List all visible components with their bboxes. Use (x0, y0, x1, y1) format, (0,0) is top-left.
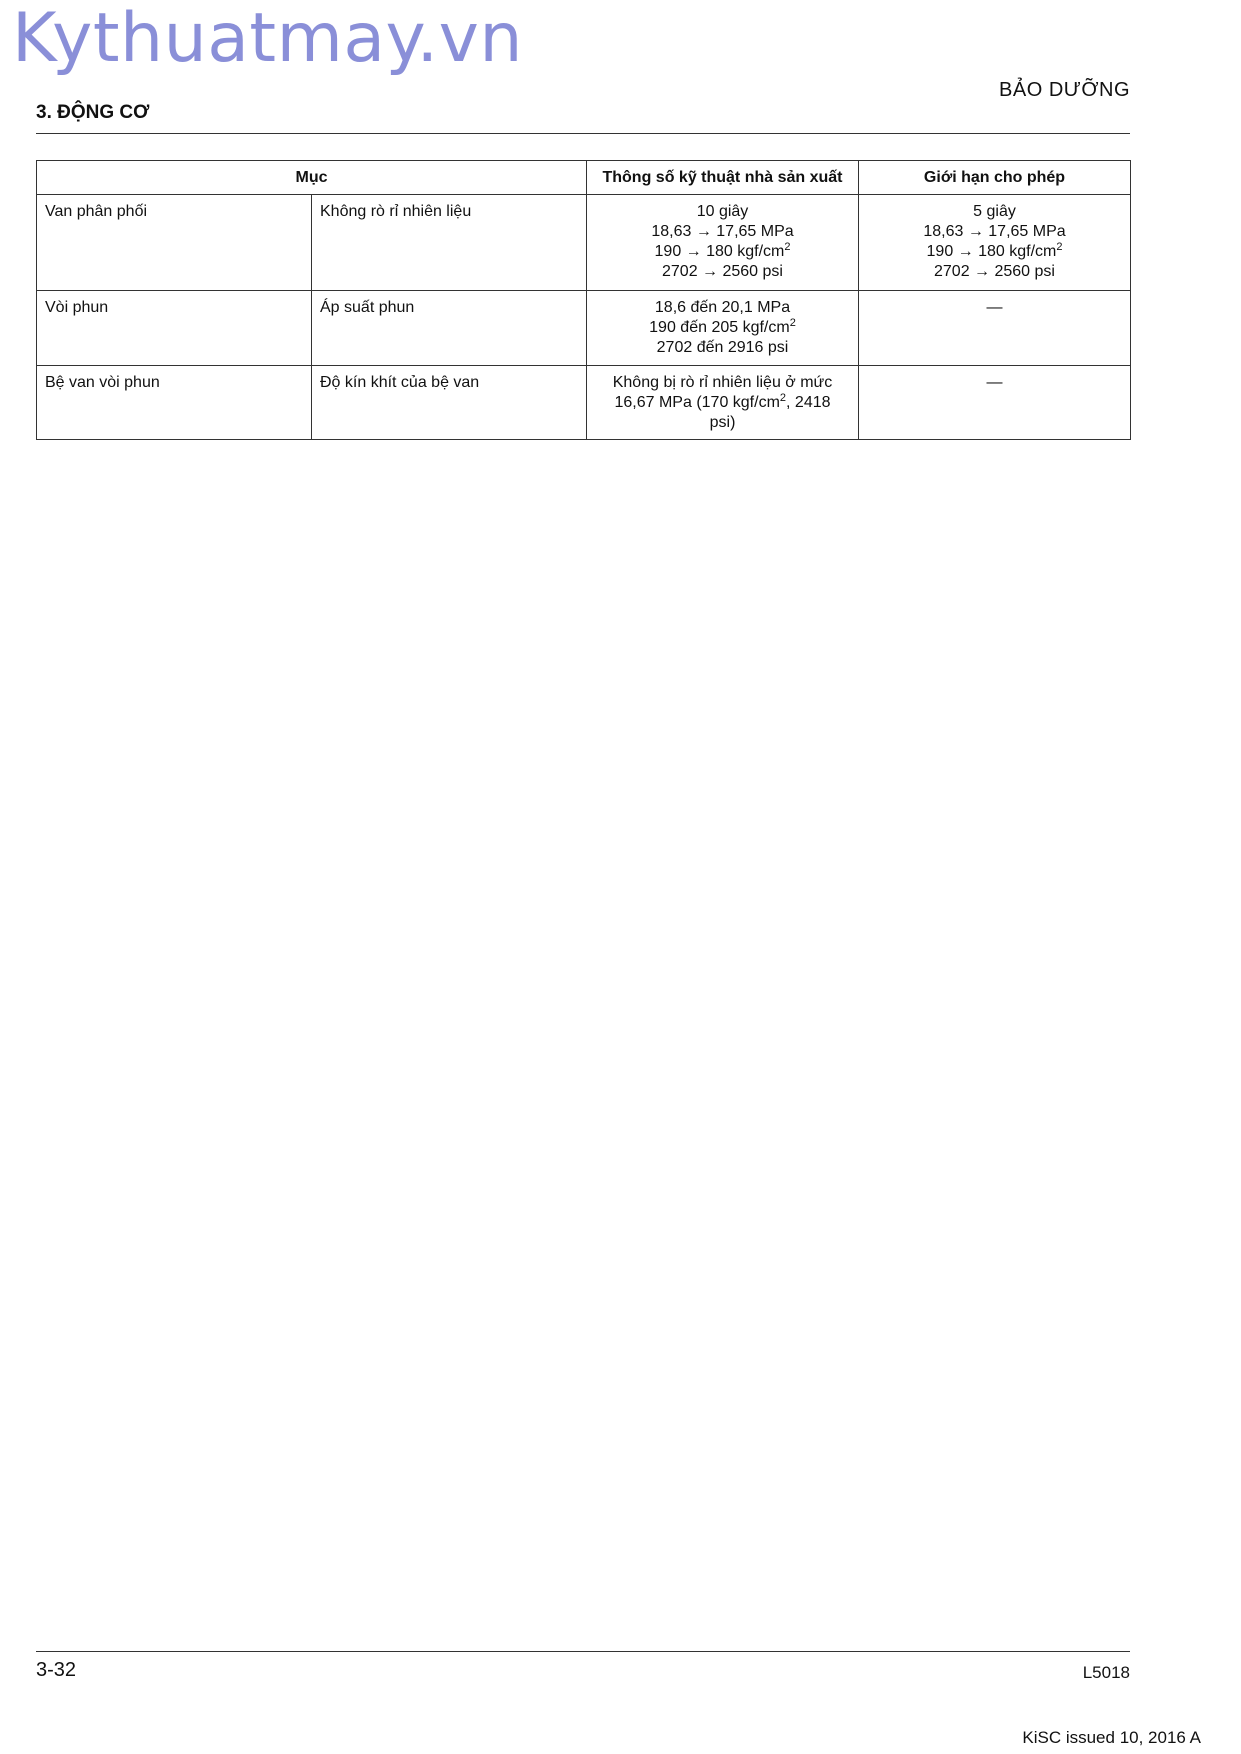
spec-line (595, 242, 850, 262)
superscript: 2 (789, 317, 796, 329)
limit-text: 190 → 180 kgf/cm (926, 243, 1057, 260)
factory-spec-cell (587, 195, 859, 291)
table-header-row (37, 161, 1131, 195)
footer-divider (36, 1651, 1130, 1652)
component-cell: Bệ van vòi phun (37, 366, 312, 440)
spec-table (36, 160, 1131, 440)
table-row (37, 195, 1131, 291)
spec-text: 190 đến 205 kgf/cm (649, 319, 790, 336)
page-number: 3-32 (36, 1659, 77, 1681)
header-factory-spec: Thông số kỹ thuật nhà sản xuất (587, 161, 859, 195)
spec-line: psi) (709, 414, 736, 431)
table-row (37, 291, 1131, 366)
header-item: Mục (37, 161, 587, 195)
spec-line (595, 393, 850, 413)
check-cell: Không rò rỉ nhiên liệu (312, 195, 587, 291)
limit-line: 2702 → 2560 psi (934, 263, 1055, 280)
limit-cell: — (859, 291, 1131, 366)
limit-line: 5 giây (973, 203, 1016, 220)
check-cell: Độ kín khít của bệ van (312, 366, 587, 440)
header-divider (36, 133, 1130, 134)
spec-text: 190 → 180 kgf/cm (654, 243, 785, 260)
spec-line: 2702 đến 2916 psi (656, 339, 789, 356)
header-allowable-limit: Giới hạn cho phép (859, 161, 1131, 195)
check-cell: Áp suất phun (312, 291, 587, 366)
factory-spec-cell (587, 366, 859, 440)
watermark-logo: Kythuatmay.vn (12, 0, 523, 78)
limit-line (867, 242, 1122, 262)
issue-note: KiSC issued 10, 2016 A (1022, 1728, 1201, 1747)
spec-line (595, 318, 850, 338)
section-title: 3. ĐỘNG CƠ (36, 102, 150, 123)
spec-text: , 2418 (786, 394, 831, 411)
chapter-title: BẢO DƯỠNG (999, 79, 1130, 101)
table-row (37, 366, 1131, 440)
superscript: 2 (779, 392, 787, 404)
factory-spec-cell (587, 291, 859, 366)
limit-line: 18,63 → 17,65 MPa (923, 223, 1066, 240)
component-cell: Van phân phối (37, 195, 312, 291)
component-cell: Vòi phun (37, 291, 312, 366)
spec-line: 2702 → 2560 psi (662, 263, 783, 280)
spec-line: 18,6 đến 20,1 MPa (654, 299, 791, 316)
document-code: L5018 (1082, 1663, 1130, 1682)
spec-line: 10 giây (696, 203, 749, 220)
limit-cell: — (859, 366, 1131, 440)
superscript: 2 (1056, 241, 1063, 253)
superscript: 2 (784, 241, 791, 253)
spec-line: Không bị rò rỉ nhiên liệu ở mức (612, 374, 833, 391)
limit-cell (859, 195, 1131, 291)
spec-line: 18,63 → 17,65 MPa (651, 223, 794, 240)
spec-text: 16,67 MPa (170 kgf/cm (614, 394, 780, 411)
